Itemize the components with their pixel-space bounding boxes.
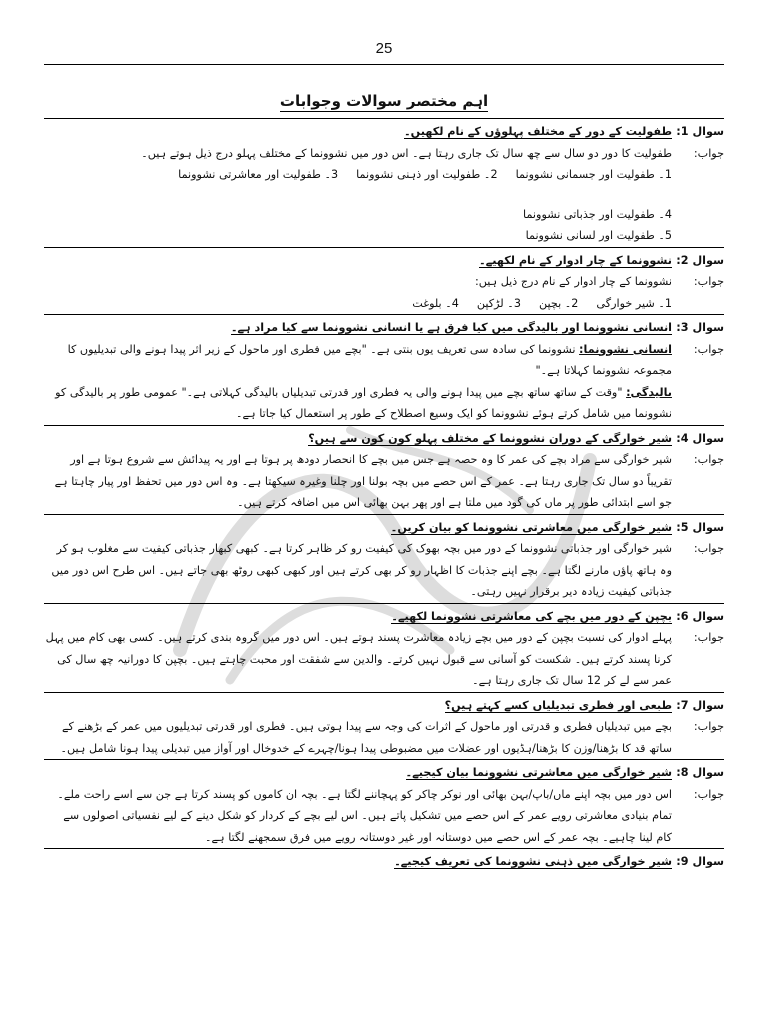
qa-content (44, 118, 724, 873)
question-title: انسانی نشوونما اور بالیدگی میں کیا فرق ہے یا انسانی نشوونما سے کیا مراد ہے۔ (231, 321, 672, 334)
question-row (44, 247, 724, 272)
question-number: سوال 2: (676, 253, 724, 267)
list-item: 3۔ لڑکپن (476, 296, 521, 310)
answer-body (44, 449, 672, 514)
question-number: سوال 6: (676, 609, 724, 623)
question-row (44, 118, 724, 143)
question-number: سوال 9: (676, 855, 724, 868)
answer-text (44, 339, 672, 382)
question-row (44, 314, 724, 339)
term-label: انسانی نشوونما: (579, 342, 672, 356)
term-label: بالیدگی: (626, 385, 672, 399)
answer-row (44, 627, 724, 692)
question-title: طفولیت کے دور کے مختلف پہلوؤں کے نام لکھیں۔ (404, 125, 672, 138)
question-number: سوال 7: (676, 698, 724, 712)
answer-text: اس دور میں بچہ اپنے ماں/باپ/بہن بھائی اور نوکر چاکر کو پہچاننے لگتا ہے۔ بچہ ان کاموں کو پسند کرتا ہے جن سے اسے راحت ملے۔ تمام بنیادی معاشرتی رویے عمر کے اس حصے میں تشکیل پاتے ہیں۔ اس لیے بچے کے کردار کو شکل دینے کے لیے نفسیاتی اصولوں سے کام لینا چاہیے۔ بچہ عمر کے اس حصے میں دوستانہ اور غیر دوستانہ رویے میں فرق سمجھنے لگتا ہے۔ (57, 787, 672, 844)
answer-list (44, 164, 672, 225)
question-row (44, 759, 724, 784)
question-number: سوال 3: (676, 321, 724, 334)
answer-body (44, 716, 672, 759)
question-text (44, 695, 672, 717)
answer-body (44, 143, 672, 247)
question-number: سوال 8: (676, 766, 724, 779)
list-item: 5۔ طفولیت اور لسانی نشوونما (525, 229, 672, 242)
page-number: 25 (375, 40, 393, 57)
answer-label: جواب: (693, 146, 724, 160)
question-text (44, 121, 672, 143)
question-text (44, 317, 672, 339)
question-row (44, 848, 724, 873)
answer-text: پہلے ادوار کی نسبت بچپن کے دور میں بچے زیادہ معاشرت پسند ہوتے ہیں۔ اس دور میں گروہ بندی کرتے ہیں۔ کسی بھی کام میں پہل کرنا پسند کرتے ہیں۔ شکست کو آسانی سے قبول نہیں کرتے۔ والدین سے شفقت اور محبت چاہتے ہیں۔ بچپن کا دورانیہ چھ سال کی عمر سے لے کر 12 سال تک جاری رہتا ہے۔ (45, 631, 672, 687)
list-item: 4۔ بلوغت (412, 296, 459, 310)
list-item: 2۔ بچپن (538, 296, 579, 310)
answer-label: جواب: (693, 720, 724, 733)
question-title: طبعی اور فطری تبدیلیاں کسے کہتے ہیں؟ (444, 698, 672, 712)
question-title: شیر خوارگی میں معاشرتی نشوونما بیان کیجیے۔ (405, 766, 672, 779)
page-heading (0, 92, 768, 110)
list-item: 4۔ طفولیت اور جذباتی نشوونما (523, 207, 672, 221)
header-rule (44, 64, 724, 65)
question-text (44, 606, 672, 628)
question-title: بچپن کے دور میں بچے کی معاشرتی نشوونما لکھیے۔ (391, 609, 672, 623)
answer-body (44, 339, 672, 425)
term-definition: نشوونما کی سادہ سی تعریف یوں بنتی ہے۔ "بچے میں فطری اور ماحول کے زیر اثر پیدا ہونے والی تبدیلیوں کا مجموعہ نشوونما کہلاتا ہے۔" (67, 342, 672, 377)
answer-text: شیر خوارگی سے مراد بچے کی عمر کا وہ حصہ ہے جس میں بچے کا انحصار دودھ پر ہوتا ہے اور یہ پیدائش سے شروع ہوتا ہے اور تقریباً دو سال تک جاری رہتا ہے۔ عمر کے اس حصے میں بچہ بولنا اور چلنا وغیرہ سیکھتا ہے۔ وہ اس دور میں تحفظ اور پیار چاہتا ہے جو اسے ابتدائی طور پر ماں کی گود میں ملتا ہے اور پھر بہن بھائی اس میں اضافہ کرتے ہیں۔ (54, 453, 672, 509)
list-item: 3۔ طفولیت اور معاشرتی نشوونما (178, 168, 339, 181)
question-row (44, 514, 724, 539)
answer-text: شیر خوارگی اور جذباتی نشوونما کے دور میں بچہ بھوک کی کیفیت رو کر ظاہر کرتا ہے۔ کبھی کبھار جذباتی کیفیت سے مغلوب ہو کر وہ ہاتھ پاؤں مارنے لگتا ہے۔ بچے اپنے جذبات کا اظہار رو کر بھی کرتے ہیں اور کبھی کبھی روٹھ بھی جاتے ہیں۔ اس طرح اس دور میں جذباتی کیفیت زیادہ دیر برقرار نہیں رہتی۔ (51, 542, 672, 598)
question-number: سوال 5: (676, 520, 724, 534)
answer-row (44, 784, 724, 849)
answer-list (44, 225, 672, 247)
question-text (44, 250, 672, 272)
answer-label: جواب: (693, 631, 724, 644)
page-heading-text: اہم مختصر سوالات وجوابات (279, 92, 489, 110)
question-text (44, 517, 672, 539)
answer-body (44, 784, 672, 849)
answer-label: جواب: (693, 787, 724, 801)
answer-text (44, 382, 672, 425)
question-title: نشوونما کے چار ادوار کے نام لکھیے۔ (479, 253, 672, 267)
answer-label: جواب: (693, 542, 724, 555)
question-title: شیر خوارگی میں معاشرتی نشوونما کو بیان کریں۔ (390, 520, 672, 534)
answer-row (44, 143, 724, 247)
answer-text: بچے میں تبدیلیاں فطری و قدرتی اور ماحول کے اثرات کی وجہ سے پیدا ہوتی ہیں۔ فطری اور قدرتی تبدیلیوں میں عمر کے بڑھنے کے ساتھ قد کا بڑھنا/وزن کا بڑھنا/ہڈیوں اور عضلات میں مضبوطی پیدا ہونا/چہرے کے خدوخال اور آواز میں تبدیلی پیدا ہونا شامل ہیں۔ (60, 720, 672, 755)
question-number: سوال 1: (676, 125, 724, 138)
answer-row (44, 271, 724, 314)
question-number: سوال 4: (676, 431, 724, 445)
answer-body (44, 627, 672, 692)
answer-label: جواب: (693, 275, 724, 288)
term-definition: "وقت کے ساتھ ساتھ بچے میں پیدا ہونے والی یہ فطری اور قدرتی تبدیلیاں بالیدگی کہلاتی ہے۔" عمومی طور پر بالیدگی کو نشوونما میں شامل کرتے ہوئے نشوونما کو ایک وسیع اصطلاح کے طور پر استعمال کیا جاتا ہے۔ (55, 385, 672, 420)
question-text (44, 428, 672, 450)
answer-row (44, 449, 724, 514)
answer-row (44, 339, 724, 425)
question-row (44, 425, 724, 450)
answer-body (44, 271, 672, 314)
answer-label: جواب: (693, 453, 724, 466)
answer-text: نشوونما کے چار ادوار کے نام درج ذیل ہیں: (474, 275, 672, 288)
answer-text: طفولیت کا دور دو سال سے چھ سال تک جاری رہتا ہے۔ اس دور میں نشوونما کے مختلف پہلو درج ذیل ہوتے ہیں۔ (141, 146, 672, 160)
answer-row (44, 538, 724, 603)
question-row (44, 692, 724, 717)
list-item: 2۔ طفولیت اور ذہنی نشوونما (356, 168, 498, 181)
question-text (44, 851, 672, 873)
question-title: شیر خوارگی میں ذہنی نشوونما کی تعریف کیجیے۔ (394, 855, 672, 868)
list-item: 1۔ شیر خوارگی (596, 296, 672, 310)
question-title: شیر خوارگی کے دوران نشوونما کے مختلف پہلو کون کون سے ہیں؟ (308, 431, 672, 445)
question-text (44, 762, 672, 784)
answer-row (44, 716, 724, 759)
answer-list (44, 293, 672, 315)
question-row (44, 603, 724, 628)
answer-label: جواب: (693, 342, 724, 356)
list-item: 1۔ طفولیت اور جسمانی نشوونما (515, 168, 672, 181)
answer-body (44, 538, 672, 603)
